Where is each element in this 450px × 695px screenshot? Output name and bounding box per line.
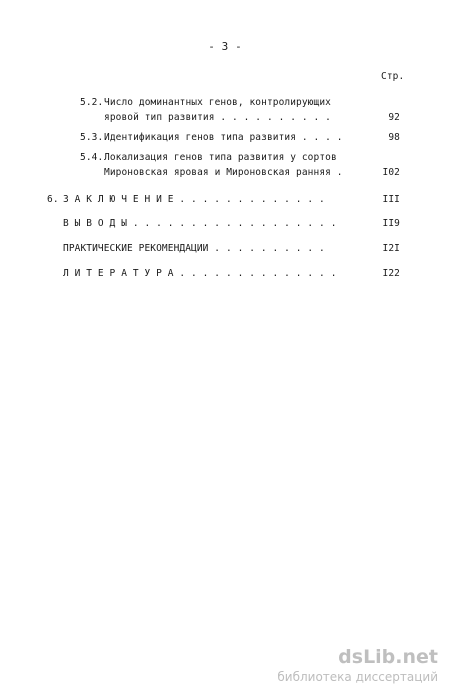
dslib-watermark: [208, 646, 438, 686]
toc-entry-title: Л И Т Е Р А Т У Р А . . . . . . . . . . . . . .: [63, 268, 337, 279]
toc-entry-page: I2I: [382, 243, 400, 254]
toc-entry-title: В Ы В О Д Ы . . . . . . . . . . . . . . . . . .: [63, 218, 337, 229]
toc-entry-page: II9: [382, 218, 400, 229]
toc-entry-title: Число доминантных генов, контролирующих: [104, 97, 331, 108]
toc-entry-title: ПРАКТИЧЕСКИЕ РЕКОМЕНДАЦИИ . . . . . . . . . .: [63, 243, 325, 254]
toc-entry-page: I22: [382, 268, 400, 279]
toc-entry-title-continued: яровой тип развития . . . . . . . . . .: [104, 112, 331, 123]
toc-entry-title: Локализация генов типа развития у сортов: [104, 152, 337, 163]
toc-entry-number: 5.4.: [80, 152, 104, 163]
toc-entry-page: 92: [388, 112, 400, 123]
page-number: - 3 -: [208, 40, 242, 53]
toc-entry-number: 5.3.: [80, 132, 104, 143]
page-column-header: Стр.: [381, 71, 405, 82]
toc-entry-title-continued: Мироновская яровая и Мироновская ранняя .: [104, 167, 343, 178]
watermark-logo: dsLib.net: [338, 646, 438, 668]
toc-entry-page: I02: [382, 167, 400, 178]
toc-entry-number: 5.2.: [80, 97, 104, 108]
watermark-subtitle: библиотека диссертаций: [277, 670, 438, 684]
toc-entry-number: 6.: [47, 194, 59, 205]
toc-entry-title: З А К Л Ю Ч Е Н И Е . . . . . . . . . . . . .: [63, 194, 325, 205]
toc-entry-page: 98: [388, 132, 400, 143]
toc-entry-page: III: [382, 194, 400, 205]
toc-entry-title: Идентификация генов типа развития . . . .: [104, 132, 343, 143]
